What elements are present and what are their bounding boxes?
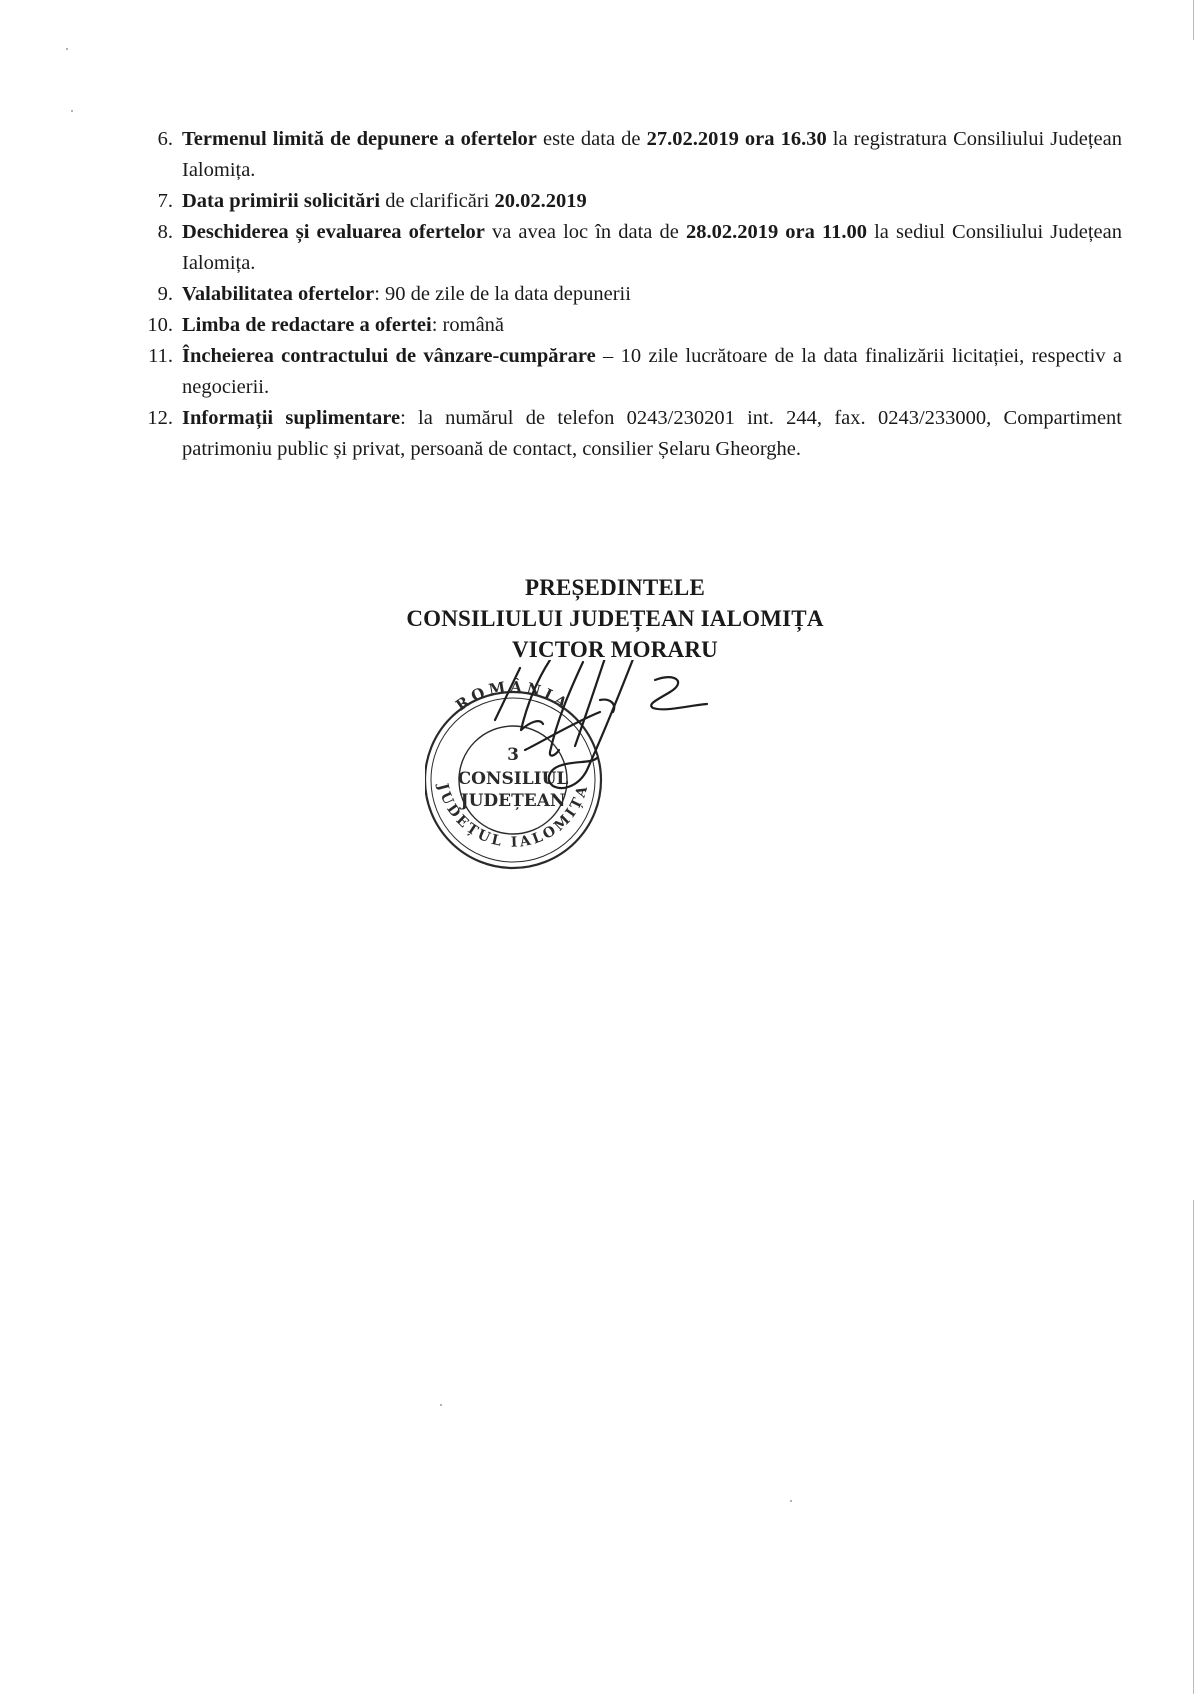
list-item-text [182, 124, 1122, 186]
list-item-text [182, 217, 1122, 279]
stamp-bottom-arc: JUDEȚUL IALOMIȚA [434, 781, 592, 851]
bold-text: 28.02.2019 ora 11.00 [685, 221, 867, 243]
plain-text: este data de [536, 128, 647, 150]
plain-text: : română [431, 314, 505, 336]
bold-text: Termenul limită de depunere a ofertelor [182, 128, 537, 150]
bold-text: Deschiderea și evaluarea ofertelor [182, 221, 485, 243]
signatory-title: PREȘEDINTELE [524, 575, 706, 600]
list-item-text [182, 341, 1122, 403]
list-item [130, 124, 1122, 186]
scan-speck [440, 1404, 442, 1406]
scan-speck [66, 48, 68, 50]
stamp-and-signature [425, 660, 785, 900]
list-item-number: 7. [157, 190, 173, 212]
official-stamp [425, 678, 601, 868]
list-item-number: 6. [157, 128, 173, 150]
bold-text: Data primirii solicitări [182, 190, 381, 212]
plain-text: – 10 zile lucrătoare de la data finalizării licitației, respectiv a negocierii. [182, 345, 1123, 398]
plain-text: la registratura Consiliului Județean Ialomița. [182, 128, 1122, 181]
list-item [130, 217, 1122, 279]
scan-edge-line [1193, 1200, 1194, 1694]
list-item-number: 10. [147, 314, 173, 336]
signatory-institution: CONSILIULUI JUDEȚEAN IALOMIȚA [406, 606, 824, 631]
bold-text: 27.02.2019 ora 16.30 [646, 128, 827, 150]
scan-speck [71, 110, 73, 112]
plain-text: la sediul Consiliului Județean Ialomița. [182, 221, 1122, 274]
plain-text: : la numărul de telefon 0243/230201 int. 244, fax. 0243/233000, Compartiment patrimoniu public și privat, persoană de contact, consilier Șelaru Gheorghe. [182, 407, 1122, 460]
signatory-name: VICTOR MORARU [512, 637, 718, 662]
list-item-number: 12. [147, 407, 173, 429]
stamp-line1: CONSILIUL [457, 769, 569, 789]
list-item [130, 186, 1122, 217]
bold-text: Limba de redactare a ofertei [182, 314, 432, 336]
list-item-number: 9. [157, 283, 173, 305]
list-item-number: 11. [148, 345, 173, 367]
numbered-list [130, 124, 1122, 465]
bold-text: 20.02.2019 [494, 190, 587, 212]
plain-text: de clarificări [380, 190, 495, 212]
list-item-text [182, 403, 1122, 465]
list-item [130, 310, 1122, 341]
plain-text: va avea loc în data de [484, 221, 686, 243]
list-item-text [182, 186, 1122, 217]
list-item [130, 403, 1122, 465]
stamp-line2: JUDEȚEAN [460, 791, 566, 811]
list-item [130, 341, 1122, 403]
stamp-top-arc: ROMÂNIA [452, 677, 574, 715]
scan-speck [790, 1500, 792, 1502]
stamp-number: 3 [507, 745, 519, 765]
plain-text: : 90 de zile de la data depunerii [374, 283, 631, 305]
scan-edge-line [1193, 0, 1194, 40]
list-item-text [182, 279, 1122, 310]
list-item-number: 8. [157, 221, 173, 243]
list-item-text [182, 310, 1122, 341]
signature-block [330, 572, 900, 665]
bold-text: Informații suplimentare [182, 407, 401, 429]
bold-text: Încheierea contractului de vânzare-cumpărare [182, 345, 596, 367]
bold-text: Valabilitatea ofertelor [182, 283, 375, 305]
list-item [130, 279, 1122, 310]
